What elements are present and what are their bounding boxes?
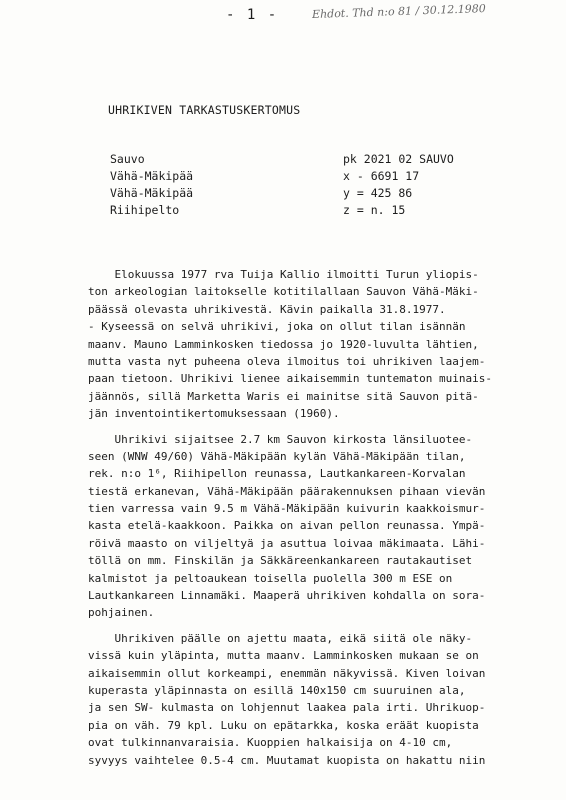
text-line: Elokuussa 1977 rva Tuija Kallio ilmoitti Turun yliopis- — [88, 268, 479, 281]
meta-field: Riihipelto — [110, 203, 180, 217]
text-line: - Kyseessä on selvä uhrikivi, joka on ollut tilan isännän — [88, 320, 466, 334]
text-line: päässä olevasta uhrikivestä. Kävin paikalla 31.8.1977. — [88, 302, 446, 316]
meta-row — [110, 151, 510, 168]
text-line: maanv. Mauno Lamminkosken tiedossa jo 1920-luvulta lähtien, — [88, 337, 479, 351]
meta-row — [110, 168, 510, 185]
site-metadata-block — [110, 151, 510, 219]
text-line: jän inventointikertomuksessaan (1960). — [88, 407, 340, 421]
text-line: jäännös, sillä Marketta Waris ei mainitse sitä Sauvon pitä- — [88, 389, 479, 403]
text-line: röivä maasto on viljeltyä ja asuttua loivaa mäkimaata. Lähi- — [88, 536, 486, 550]
handwritten-archive-note: Ehdot. Thd n:o 81 / 30.12.1980 — [311, 1, 486, 22]
meta-village: Vähä-Mäkipää — [110, 169, 194, 183]
meta-row — [110, 185, 510, 202]
meta-map-sheet: pk 2021 02 SAUVO — [343, 152, 454, 166]
paragraph — [88, 266, 518, 423]
text-line: aikaisemmin ollut korkeampi, enemmän näkyvissä. Kiven loivan — [88, 666, 486, 680]
page-number: - 1 - — [226, 7, 279, 23]
paragraph — [88, 630, 518, 769]
text-line: kasta etelä-kaakkoon. Paikka on aivan pellon reunassa. Ympä- — [88, 519, 486, 533]
meta-row — [110, 202, 510, 219]
meta-municipality: Sauvo — [110, 152, 145, 166]
meta-x-coordinate: x - 6691 17 — [343, 169, 420, 183]
text-line: syvyys vaihtelee 0.5-4 cm. Muutamat kuopista on hakattu niin — [88, 753, 486, 767]
document-title: UHRIKIVEN TARKASTUSKERTOMUS — [108, 103, 301, 117]
text-line: vissä kuin yläpinta, mutta maanv. Lamminkosken mukaan se on — [88, 649, 479, 663]
text-line: ton arkeologian laitokselle kotitilallaan Sauvon Vähä-Mäki- — [88, 285, 479, 299]
text-line: ovat tulkinnanvaraisia. Kuoppien halkaisija on 4-10 cm, — [88, 736, 453, 750]
text-line: tien varressa vain 9.5 m Vähä-Mäkipään kuivurin kaakkoismur- — [88, 502, 486, 516]
text-line: tiestä erkanevan, Vähä-Mäkipään päärakennuksen pihaan vievän — [88, 484, 486, 498]
text-line: rek. n:o 1⁶, Riihipellon reunassa, Lautkankareen-Korvalan — [88, 467, 466, 481]
text-line: mutta vasta nyt puheena oleva ilmoitus toi uhrikiven laajem- — [88, 354, 486, 368]
text-line: pia on väh. 79 kpl. Luku on epätarkka, koska eräät kuopista — [88, 718, 479, 732]
text-line: kuperasta yläpinnasta on esillä 140x150 cm suuruinen ala, — [88, 683, 466, 697]
report-body — [88, 266, 518, 777]
text-line: kalmistot ja peltoaukean toisella puolella 300 m ESE on — [88, 571, 453, 585]
text-line: ja sen SW- kulmasta on lohjennut laakea pala irti. Uhrikuop- — [88, 701, 486, 715]
text-line: Uhrikivi sijaitsee 2.7 km Sauvon kirkosta länsiluotee- — [88, 432, 473, 446]
text-line: Uhrikiven päälle on ajettu maata, eikä siitä ole näky- — [88, 631, 473, 645]
paragraph — [88, 431, 518, 622]
meta-y-coordinate: y = 425 86 — [343, 186, 413, 200]
text-line: töllä on mm. Finskilän ja Säkkäreenkankareen rautakautiset — [88, 554, 473, 568]
text-line: pohjainen. — [88, 606, 155, 620]
text-line: Lautkankareen Linnamäki. Maaperä uhrikiven kohdalla on sora- — [88, 589, 486, 603]
text-line: seen (WNW 49/60) Vähä-Mäkipään kylän Vähä-Mäkipään tilan, — [88, 449, 466, 463]
meta-farm: Vähä-Mäkipää — [110, 186, 194, 200]
meta-z-elevation: z = n. 15 — [343, 203, 406, 217]
text-line: paan tietoon. Uhrikivi lienee aikaisemmin tuntematon muinais- — [88, 372, 492, 386]
